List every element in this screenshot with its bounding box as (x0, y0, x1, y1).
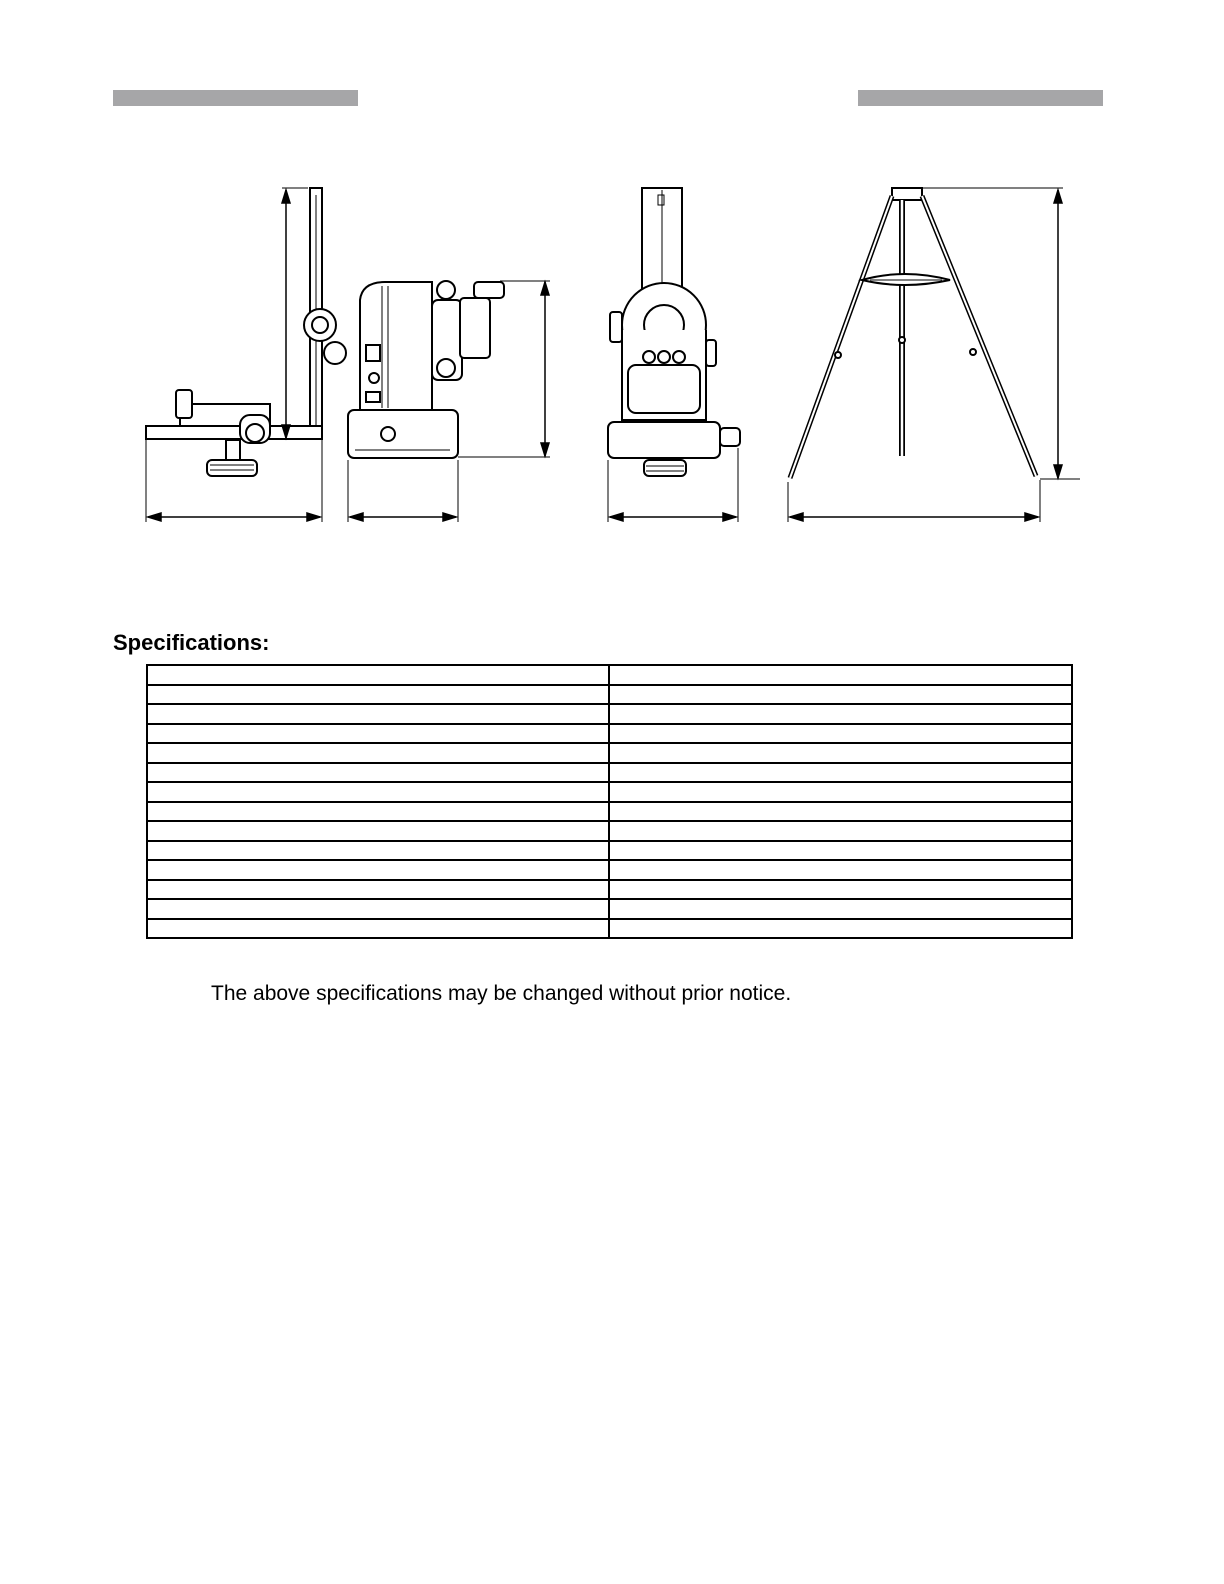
spec-value (609, 743, 1072, 763)
spec-label (147, 665, 609, 685)
spec-label (147, 724, 609, 744)
spec-value (609, 782, 1072, 802)
spec-value (609, 841, 1072, 861)
side-view-bracket (146, 188, 346, 476)
spec-label (147, 704, 609, 724)
spec-value (609, 919, 1072, 939)
spec-row (147, 782, 1072, 802)
mount-front-view (608, 188, 740, 476)
spec-label (147, 685, 609, 705)
spec-label (147, 919, 609, 939)
mount-head-side-view (348, 281, 504, 458)
spec-row (147, 821, 1072, 841)
spec-value (609, 665, 1072, 685)
spec-row (147, 685, 1072, 705)
spec-row (147, 665, 1072, 685)
spec-row (147, 763, 1072, 783)
spec-value (609, 802, 1072, 822)
spec-row (147, 802, 1072, 822)
spec-value (609, 899, 1072, 919)
spec-label (147, 860, 609, 880)
spec-value (609, 724, 1072, 744)
spec-label (147, 841, 609, 861)
spec-value (609, 763, 1072, 783)
spec-row (147, 860, 1072, 880)
spec-label (147, 899, 609, 919)
spec-value (609, 704, 1072, 724)
specifications-table (146, 664, 1073, 939)
spec-row (147, 919, 1072, 939)
spec-value (609, 821, 1072, 841)
specifications-heading: Specifications: (113, 630, 270, 655)
spec-value (609, 860, 1072, 880)
spec-label (147, 821, 609, 841)
spec-row (147, 724, 1072, 744)
spec-label (147, 763, 609, 783)
spec-row (147, 704, 1072, 724)
spec-row (147, 899, 1072, 919)
spec-value (609, 685, 1072, 705)
spec-row (147, 880, 1072, 900)
specifications-notice: The above specifications may be changed without prior notice. (211, 982, 792, 1005)
spec-label (147, 802, 609, 822)
tripod-view (790, 188, 1036, 478)
spec-row (147, 743, 1072, 763)
spec-label (147, 880, 609, 900)
spec-label (147, 743, 609, 763)
mount-dimension-drawing (0, 0, 1224, 560)
spec-value (609, 880, 1072, 900)
spec-row (147, 841, 1072, 861)
spec-label (147, 782, 609, 802)
